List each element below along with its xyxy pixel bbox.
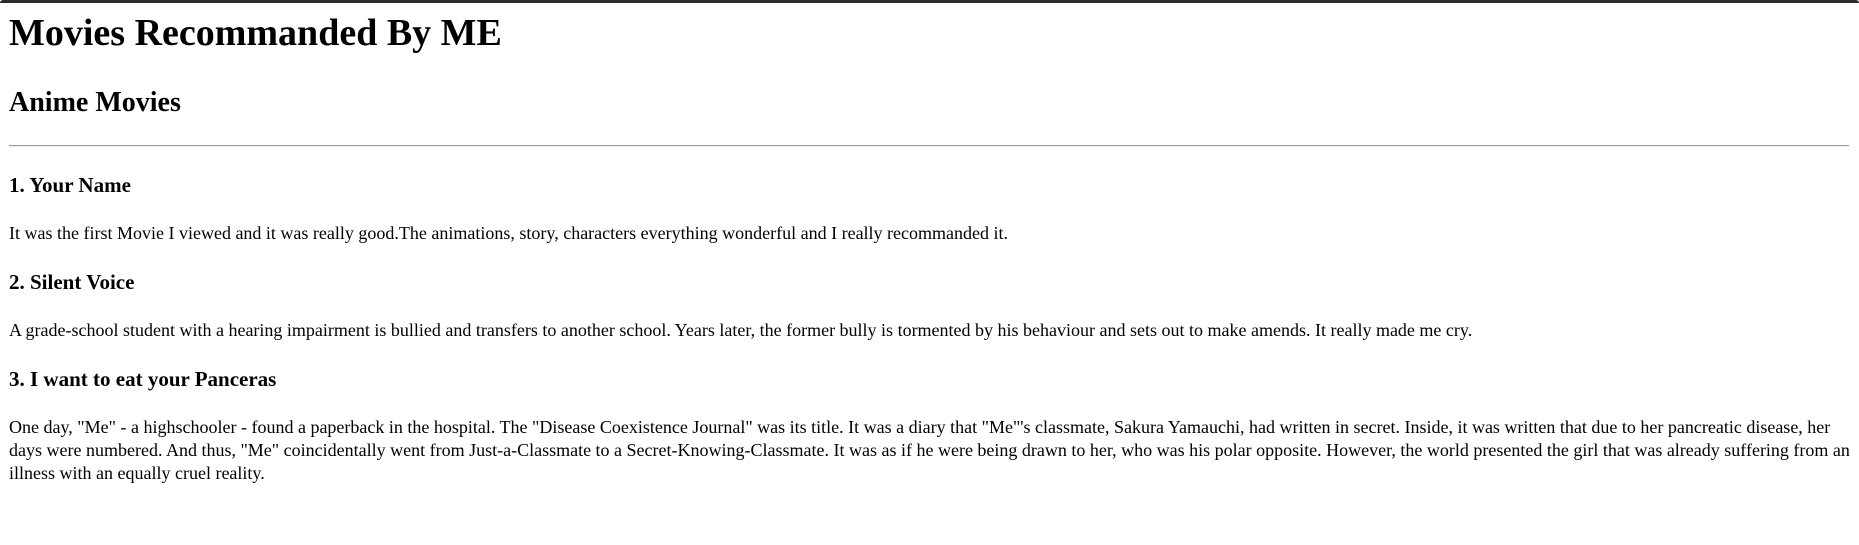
movie-description: A grade-school student with a hearing impairment is bullied and transfers to another school. Years later, the former bully is tormented by his behaviour and sets out to make amends. It really made me cry. [9, 320, 1473, 340]
movie-heading: 3. I want to eat your Panceras [9, 367, 277, 391]
page-title: Movies Recommanded By ME [9, 12, 502, 54]
movie-description: It was the first Movie I viewed and it was really good.The animations, story, characters everything wonderful and I really recommanded it. [9, 223, 1009, 243]
window-top-border [0, 0, 1859, 3]
movie-description: One day, "Me" - a highschooler - found a paperback in the hospital. The "Disease Coexistence Journal" was its title. It was a diary that "Me"'s classmate, Sakura Yamauchi, had written in secret. Inside, it was written that due to her pancreatic disease, her days were numbered. And thus, "Me" coincidentally went from Just-a-Classmate to a Secret-Knowing-Classmate. It was as if he were being drawn to her, who was his polar opposite. However, the world presented the girl that was already suffering from an illness with an equally cruel reality. [9, 417, 1850, 483]
section-divider [9, 145, 1849, 147]
movie-heading: 1. Your Name [9, 173, 131, 197]
section-heading: Anime Movies [9, 87, 181, 118]
movie-heading: 2. Silent Voice [9, 270, 135, 294]
